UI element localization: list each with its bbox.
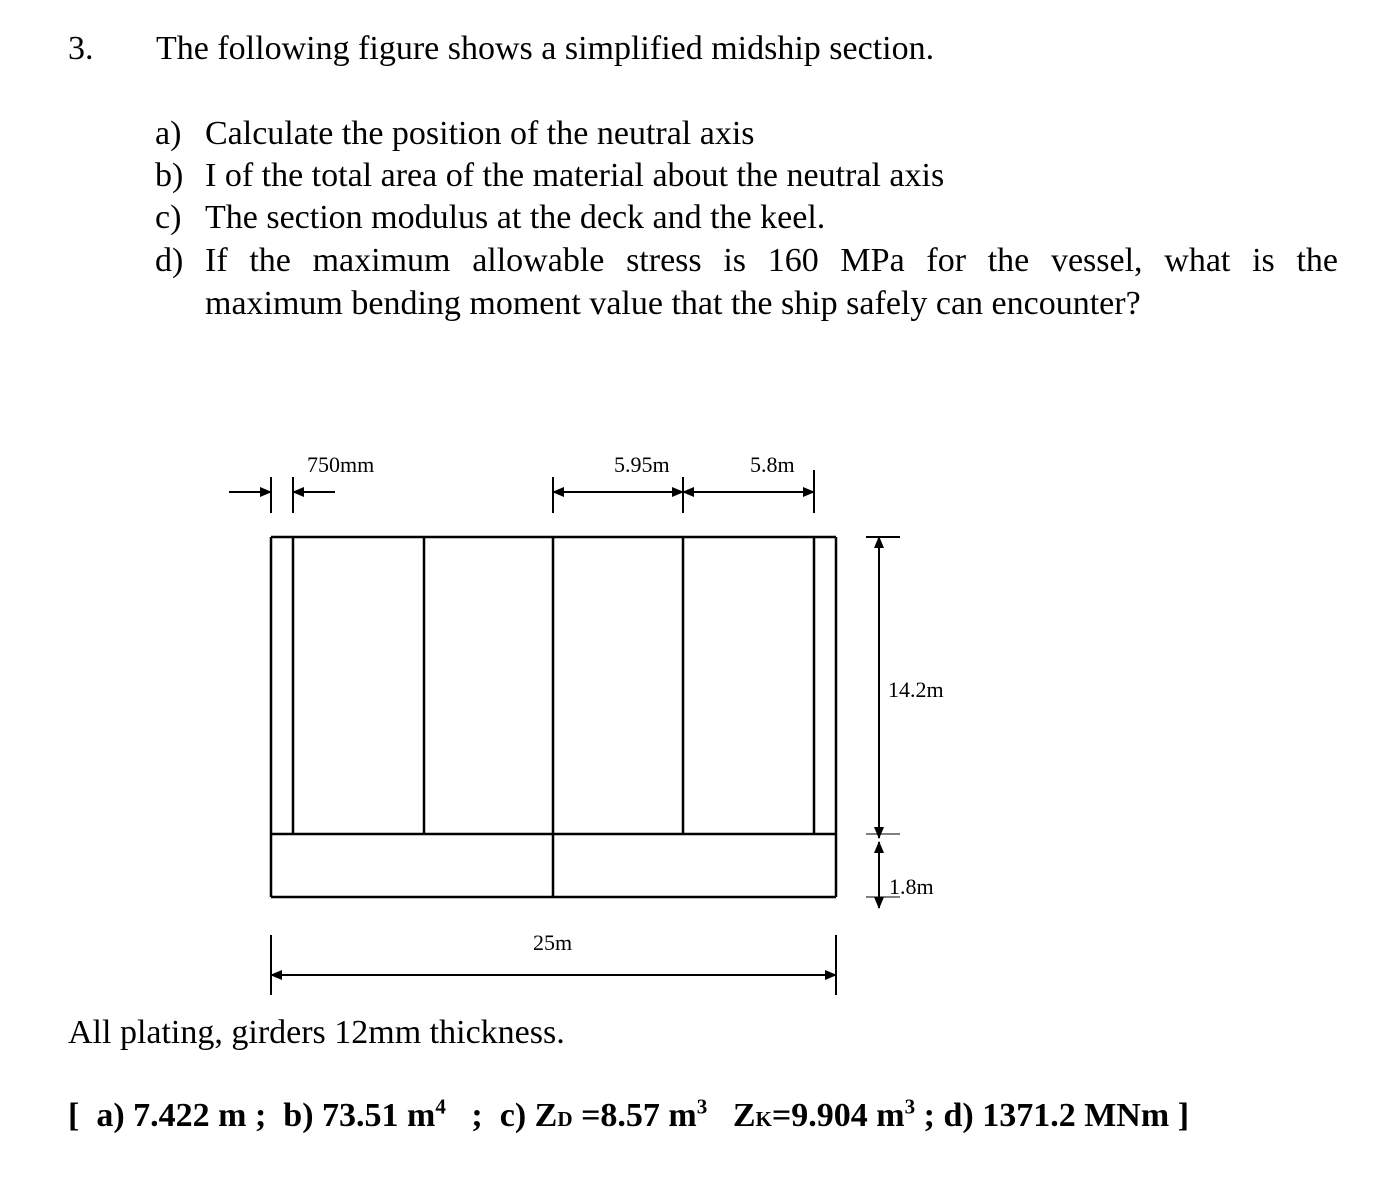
part-c-label: c)	[155, 199, 182, 236]
answer-c-keel-exponent: 3	[904, 1094, 916, 1119]
answer-c-deck-exponent: 3	[696, 1094, 708, 1119]
part-d-continuation: maximum bending moment value that the ship safely can encounter?	[205, 285, 1141, 322]
dim-25m-label: 25m	[533, 930, 573, 955]
answer-c-deck-prefix: c) Z	[499, 1097, 558, 1134]
answer-key	[68, 1094, 1190, 1135]
answer-a: a) 7.422 m ;	[96, 1097, 267, 1134]
answer-c-keel-subscript: K	[755, 1107, 772, 1131]
answer-c-deck-subscript: D	[557, 1107, 573, 1131]
answer-b-separator: ;	[471, 1097, 483, 1134]
part-a-label: a)	[155, 115, 182, 152]
answer-c-keel-symbol: Z	[732, 1097, 756, 1134]
answer-close-bracket: ]	[1177, 1097, 1190, 1134]
dim-750mm	[229, 477, 335, 513]
dim-1-8m-label: 1.8m	[889, 874, 934, 899]
dim-5-95m-label: 5.95m	[614, 452, 670, 477]
dim-14-2m-label: 14.2m	[888, 677, 944, 702]
part-a-text: Calculate the position of the neutral axis	[205, 115, 755, 152]
answer-open-bracket: [	[68, 1097, 80, 1134]
answer-b-exponent: 4	[435, 1094, 446, 1119]
answer-c-keel-value: =9.904 m	[771, 1097, 905, 1134]
plating-note: All plating, girders 12mm thickness.	[68, 1014, 565, 1051]
answer-c-deck-value: =8.57 m	[581, 1097, 697, 1134]
answer-c-separator: ;	[923, 1097, 935, 1134]
answer-d: d) 1371.2 MNm	[943, 1097, 1170, 1134]
answer-b: b) 73.51 m	[283, 1097, 436, 1134]
part-d-label: d)	[155, 242, 184, 279]
dim-5-8m-label: 5.8m	[750, 452, 795, 477]
question-number: 3.	[68, 30, 94, 67]
part-d-text: If the maximum allowable stress is 160 MPa for the vessel, what is the	[205, 242, 1338, 279]
part-b-label: b)	[155, 157, 184, 194]
dim-750mm-label: 750mm	[307, 452, 375, 477]
part-b-text: I of the total area of the material about the neutral axis	[205, 157, 945, 194]
question-title: The following figure shows a simplified midship section.	[156, 30, 935, 67]
longitudinal-bulkheads	[293, 537, 814, 897]
dim-depth	[866, 537, 900, 908]
part-c-text: The section modulus at the deck and the keel.	[205, 199, 826, 236]
